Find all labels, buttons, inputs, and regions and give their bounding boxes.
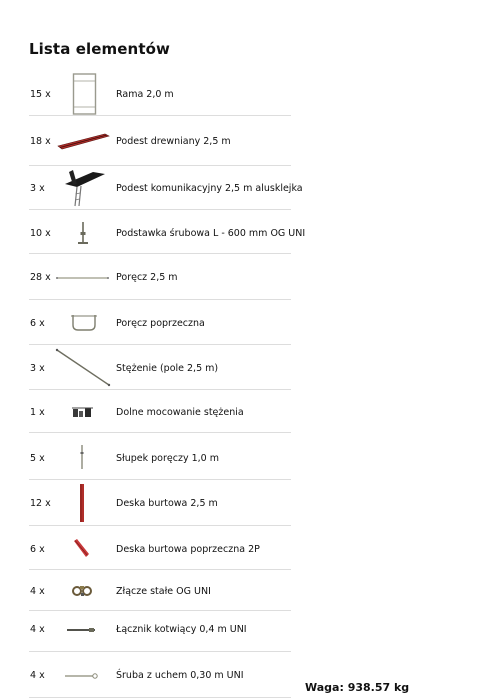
item-quantity: 5 x (30, 453, 45, 464)
coupler-icon (55, 583, 111, 599)
item-quantity: 4 x (30, 670, 45, 681)
item-quantity: 4 x (30, 586, 45, 597)
row-separator (29, 697, 291, 698)
item-name: Słupek poręczy 1,0 m (116, 453, 219, 464)
item-name: Poręcz poprzeczna (116, 318, 205, 329)
item-quantity: 10 x (30, 228, 51, 239)
item-name: Dolne mocowanie stężenia (116, 407, 244, 418)
item-quantity: 1 x (30, 407, 45, 418)
item-quantity: 6 x (30, 544, 45, 555)
list-item (29, 390, 291, 433)
item-quantity: 6 x (30, 318, 45, 329)
list-item (29, 433, 291, 480)
item-name: Łącznik kotwiący 0,4 m UNI (116, 624, 247, 635)
item-name: Poręcz 2,5 m (116, 272, 178, 283)
list-item (29, 570, 291, 611)
access-platform-icon (55, 166, 111, 208)
guardrail-post-icon (55, 443, 111, 471)
item-quantity: 28 x (30, 272, 51, 283)
list-item (29, 611, 291, 652)
item-quantity: 4 x (30, 624, 45, 635)
list-item (29, 480, 291, 526)
list-item (29, 254, 291, 300)
item-quantity: 12 x (30, 498, 51, 509)
list-item (29, 526, 291, 570)
item-name: Śruba z uchem 0,30 m UNI (116, 670, 244, 681)
total-weight: Waga: 938.57 kg (305, 681, 410, 694)
cross-toe-board-icon (55, 537, 111, 559)
item-name: Deska burtowa poprzeczna 2P (116, 544, 260, 555)
item-quantity: 3 x (30, 363, 45, 374)
item-quantity: 3 x (30, 183, 45, 194)
list-item (29, 300, 291, 345)
wooden-platform-icon (55, 130, 111, 152)
diagonal-brace-icon (55, 347, 111, 387)
item-quantity: 18 x (30, 136, 51, 147)
item-name: Złącze stałe OG UNI (116, 586, 211, 597)
item-name: Podest drewniany 2,5 m (116, 136, 231, 147)
toe-board-icon (55, 483, 111, 523)
item-name: Podest komunikacyjny 2,5 m alusklejka (116, 183, 303, 194)
brace-mount-icon (55, 405, 111, 419)
item-name: Deska burtowa 2,5 m (116, 498, 218, 509)
item-quantity: 15 x (30, 89, 51, 100)
frame-icon (55, 73, 111, 115)
list-item (29, 166, 303, 210)
item-name: Rama 2,0 m (116, 89, 174, 100)
cross-guardrail-icon (55, 313, 111, 333)
page-title: Lista elementów (29, 40, 170, 58)
screw-jack-icon (55, 220, 111, 246)
item-name: Stężenie (pole 2,5 m) (116, 363, 219, 374)
item-name: Podstawka śrubowa L - 600 mm OG UNI (116, 228, 306, 239)
list-item (29, 210, 306, 254)
list-item (29, 71, 291, 116)
eye-bolt-icon (55, 671, 111, 681)
guardrail-icon (55, 274, 111, 282)
list-item (29, 345, 291, 390)
list-item (29, 652, 291, 698)
anchor-tie-icon (55, 625, 111, 635)
list-item (29, 116, 291, 166)
